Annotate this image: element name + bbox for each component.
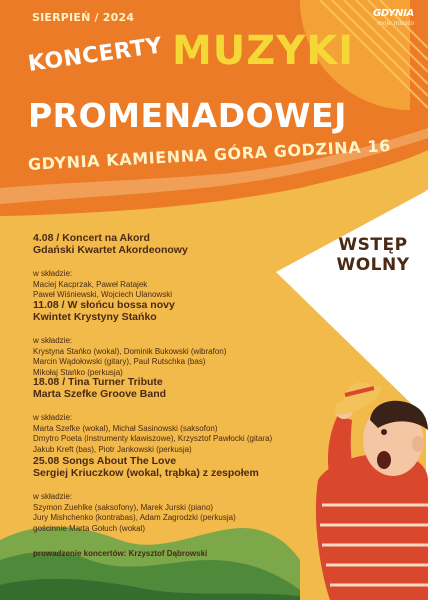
host-credit: prowadzenie koncertów: Krzysztof Dąbrowski [33,549,208,558]
free-entry-line1: WSTĘP [338,235,408,255]
lineup-line: Jury Mishchenko (kontrabas), Adam Zagrodzki (perkusja) [33,513,236,522]
lineup-line: Krystyna Stańko (wokal), Dominik Bukowski (wibrafon) [33,346,227,356]
lineup-line: Marcin Wądołowski (gitary), Paul Rutschka (bas) [33,357,206,366]
venue-time: GDYNIA KAMIENNA GÓRA GODZINA 16 [27,136,392,174]
concert-performer: Kwintet Krystyny Stańko [33,311,157,323]
free-entry-line2: WOLNY [336,255,410,275]
lineup-line: Marta Szefke (wokal), Michał Sasinowski (saksofon) [33,423,218,433]
concert-entry [33,299,226,378]
title-muzyki: MUZYKI [172,28,355,74]
logo-tagline: moje miasto [377,20,414,27]
gdynia-logo [358,8,414,34]
concert-title: 18.08 / Tina Turner Tribute [33,376,163,388]
logo-text: GDYNIA [372,8,414,19]
lineup-line: Mikołaj Stańko (perkusja) [33,367,123,377]
lineup-line: Jakub Kreft (bas), Piotr Jankowski (perkusja) [33,444,192,454]
singing-man-illustration [316,380,428,600]
concert-title: 11.08 / W słońcu bossa novy [33,299,175,311]
lineup-line: Maciej Kacprzak, Paweł Ratajek [33,279,148,289]
concert-entry [33,232,188,301]
lineup-line: Dmytro Poeta (instrumenty klawiszowe), Krzysztof Pawłocki (gitara) [33,434,273,443]
concert-entry [33,376,272,455]
lineup-label: w składzie: [33,336,73,345]
concert-performer: Marta Szefke Groove Band [33,388,167,400]
title-koncerty: KONCERTY [26,33,164,77]
concert-performer: Gdański Kwartet Akordeonowy [33,244,188,256]
lineup-line: Szymon Zuehlke (saksofony), Marek Jurski (piano) [33,502,214,512]
title-promenadowej: PROMENADOWEJ [28,96,347,135]
concert-title: 4.08 / Koncert na Akord [33,232,150,244]
lineup-line: gościnnie Marta Gołuch (wokal) [33,523,146,533]
free-entry-badge [333,235,413,275]
lineup-line: Paweł Wiśniewski, Wojciech Ulanowski [33,290,173,299]
concert-performer: Sergiej Kriuczkow (wokal, trąbka) z zespołem [33,467,259,479]
lineup-label: w składzie: [33,492,73,501]
concert-title: 25.08 Songs About The Love [33,455,177,467]
lineup-label: w składzie: [33,269,73,278]
concert-entry [33,455,259,534]
date-label: SIERPIEŃ / 2024 [32,11,135,24]
lineup-label: w składzie: [33,413,73,422]
